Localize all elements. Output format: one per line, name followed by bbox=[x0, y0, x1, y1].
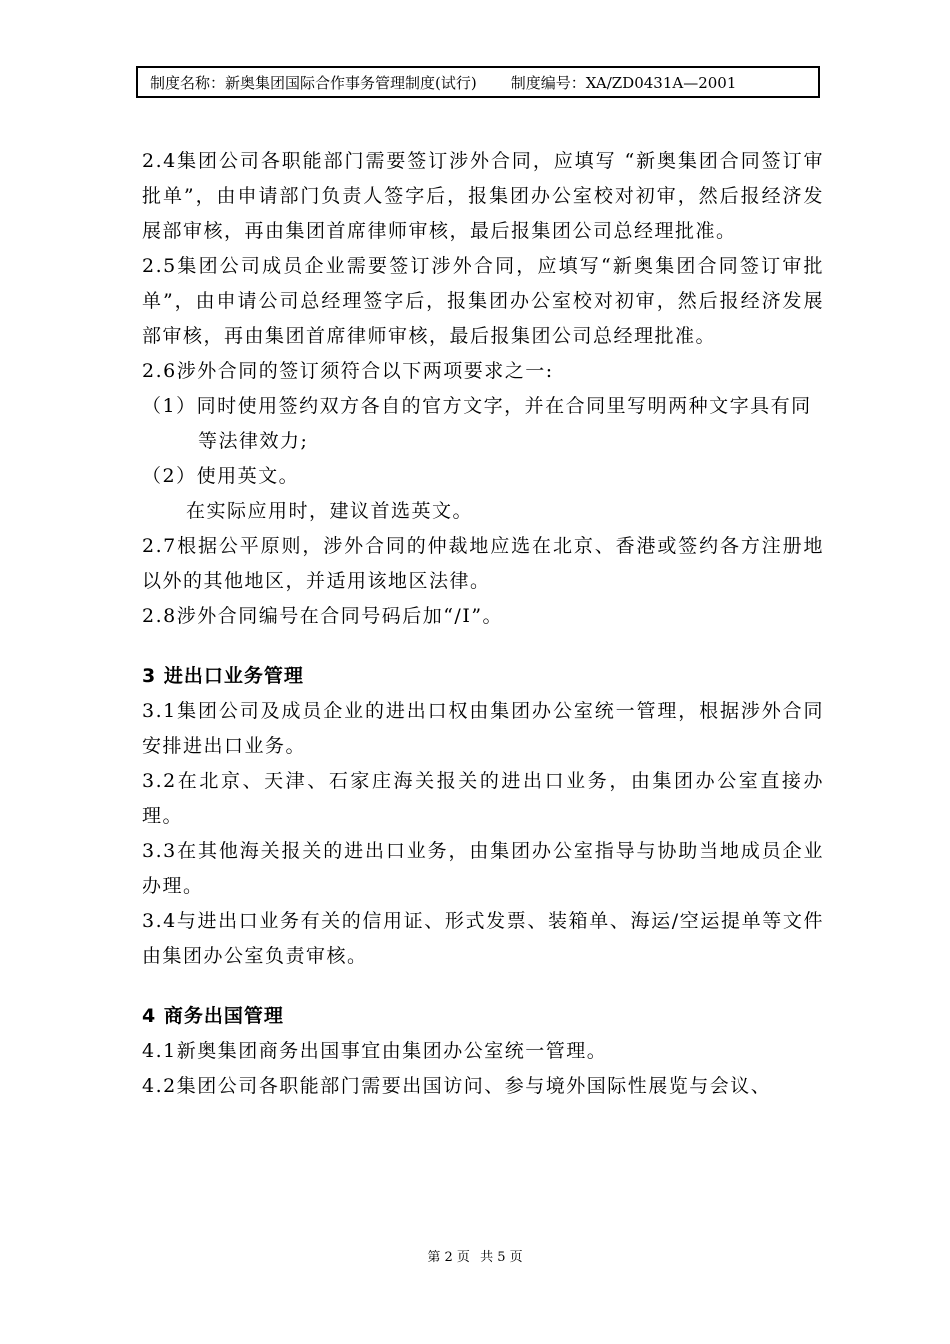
clause-4-2: 4.2集团公司各职能部门需要出国访问、参与境外国际性展览与会议、 bbox=[142, 1075, 772, 1097]
policy-name: 制度名称：新奥集团国际合作事务管理制度(试行) bbox=[150, 73, 477, 92]
policy-code: 制度编号：XA/ZD0431A—2001 bbox=[510, 73, 737, 92]
section-4-title: 4 商务出国管理 bbox=[142, 1005, 284, 1027]
page-number: 第 2 页 bbox=[427, 1250, 470, 1265]
clause-2-8: 2.8涉外合同编号在合同号码后加“/I”。 bbox=[142, 605, 504, 627]
clause-3-2: 3.2在北京、天津、石家庄海关报关的进出口业务，由集团办公室直接办理。 bbox=[142, 770, 824, 827]
clause-2-6-note: 在实际应用时，建议首选英文。 bbox=[186, 500, 474, 522]
clause-2-6: 2.6涉外合同的签订须符合以下两项要求之一: bbox=[142, 360, 554, 382]
page-footer bbox=[0, 1246, 950, 1265]
clause-3-4: 3.4与进出口业务有关的信用证、形式发票、装箱单、海运/空运提单等文件由集团办公室负责审核。 bbox=[142, 910, 824, 967]
section-3-title: 3 进出口业务管理 bbox=[142, 665, 304, 687]
clause-4-1: 4.1新奥集团商务出国事宜由集团办公室统一管理。 bbox=[142, 1040, 608, 1062]
clause-3-1: 3.1集团公司及成员企业的进出口权由集团办公室统一管理，根据涉外合同安排进出口业务。 bbox=[142, 700, 824, 757]
clause-2-6-item-2: （2）使用英文。 bbox=[142, 465, 300, 487]
clause-2-5: 2.5集团公司成员企业需要签订涉外合同，应填写“新奥集团合同签订审批单”，由申请公司总经理签字后，报集团办公室校对初审，然后报经济发展部审核，再由集团首席律师审核，最后报集团公司总经理批准。 bbox=[142, 255, 824, 347]
document-header bbox=[136, 66, 820, 98]
document-body bbox=[142, 144, 824, 1104]
clause-2-6-item-1: （1）同时使用签约双方各自的官方文字，并在合同里写明两种文字具有同等法律效力; bbox=[142, 395, 812, 452]
clause-2-7: 2.7根据公平原则，涉外合同的仲裁地应选在北京、香港或签约各方注册地以外的其他地区，并适用该地区法律。 bbox=[142, 535, 824, 592]
clause-3-3: 3.3在其他海关报关的进出口业务，由集团办公室指导与协助当地成员企业办理。 bbox=[142, 840, 824, 897]
page-total: 共 5 页 bbox=[480, 1250, 523, 1265]
clause-2-4: 2.4集团公司各职能部门需要签订涉外合同，应填写 “新奥集团合同签订审批单”，由申请部门负责人签字后，报集团办公室校对初审，然后报经济发展部审核，再由集团首席律师审核，最后报集团公司总经理批准。 bbox=[142, 150, 824, 242]
